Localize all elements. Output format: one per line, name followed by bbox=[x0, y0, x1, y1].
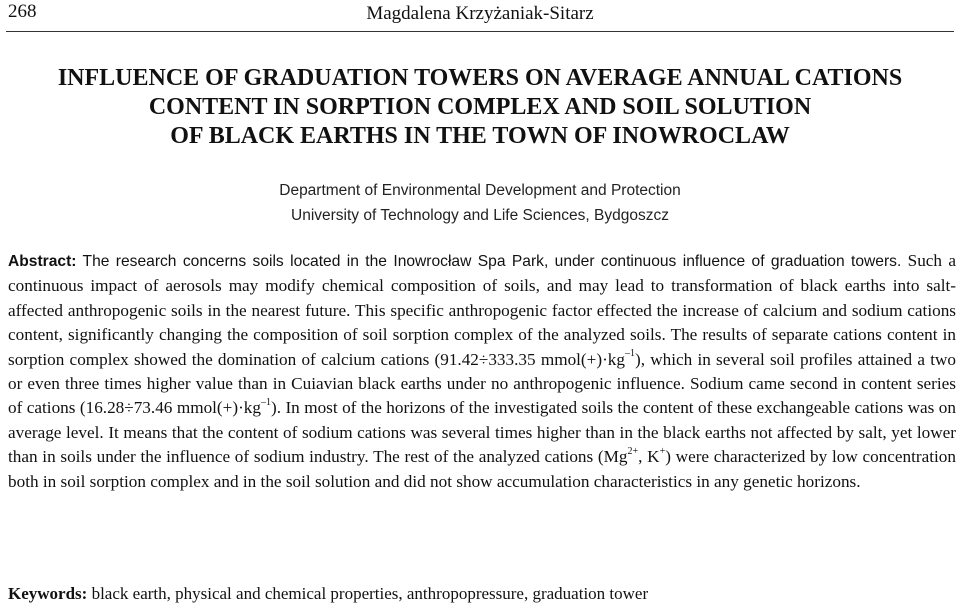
abstract-body-3: ), which in several soil profiles attained a two or even three times higher value than in Cuiavian black earths under no anthropogenic influence. Sodium came second in content series of cations (16.28÷73.46 mmol(+)·kg bbox=[8, 349, 956, 418]
abstract-label: Abstract: bbox=[8, 253, 77, 270]
exponent-k: + bbox=[659, 445, 666, 457]
abstract-body-6: ) were characterized by low concentration both in soil sorption complex and in the soil solution and did not show accumulation characteristics in any genetic horizons. bbox=[8, 447, 956, 491]
running-head-author: Magdalena Krzyżaniak-Sitarz bbox=[366, 3, 594, 24]
running-header bbox=[0, 0, 960, 34]
affiliation-university: University of Technology and Life Sciences, Bydgoszcz bbox=[291, 207, 669, 224]
affiliation-department: Department of Environmental Development and Protection bbox=[279, 182, 681, 199]
abstract-body-1: Such a continuous impact of aerosols may modify chemical composition of soils, and may lead to transformation of black earths into salt-affected anthropogenic soils in the nearest future. bbox=[8, 251, 956, 320]
abstract bbox=[8, 249, 956, 494]
affiliation bbox=[0, 178, 960, 228]
exponent-mg: 2+ bbox=[627, 445, 639, 457]
abstract-body-2: This specific anthropogenic factor effected the increase of calcium and sodium cations content, significantly changing the composition of soil sorption complex of the analyzed soils. The results of separate cations content in sorption complex showed the domination of calcium cations (91.42÷333.35 mmol(+)·kg bbox=[8, 300, 956, 369]
exponent-2: –1 bbox=[260, 396, 271, 408]
header-rule bbox=[6, 31, 954, 32]
exponent-1: –1 bbox=[624, 347, 635, 359]
keywords bbox=[8, 583, 956, 605]
title-line-3: OF BLACK EARTHS IN THE TOWN OF INOWROCLAW bbox=[170, 123, 790, 149]
keywords-label: Keywords: bbox=[8, 584, 88, 603]
abstract-intro: The research concerns soils located in the Inowrocław Spa Park, under continuous influence of graduation towers. bbox=[76, 253, 902, 270]
paper-title bbox=[0, 64, 960, 151]
abstract-body-4: ). In most of the horizons of the investigated soils the content of these exchangeable cations was on average level. It means that the content of sodium cations was several times higher than in the black earths not affected by salt, yet lower than in soils under the influence of sodium industry. The rest of the analyzed cations (Mg bbox=[8, 398, 956, 467]
title-line-1: INFLUENCE OF GRADUATION TOWERS ON AVERAGE ANNUAL CATIONS bbox=[57, 65, 903, 91]
keywords-text: black earth, physical and chemical properties, anthropopressure, graduation tower bbox=[87, 584, 649, 603]
page-number: 268 bbox=[8, 1, 37, 22]
abstract-body-5: , K bbox=[638, 447, 660, 467]
title-line-2: CONTENT IN SORPTION COMPLEX AND SOIL SOLUTION bbox=[148, 94, 812, 120]
